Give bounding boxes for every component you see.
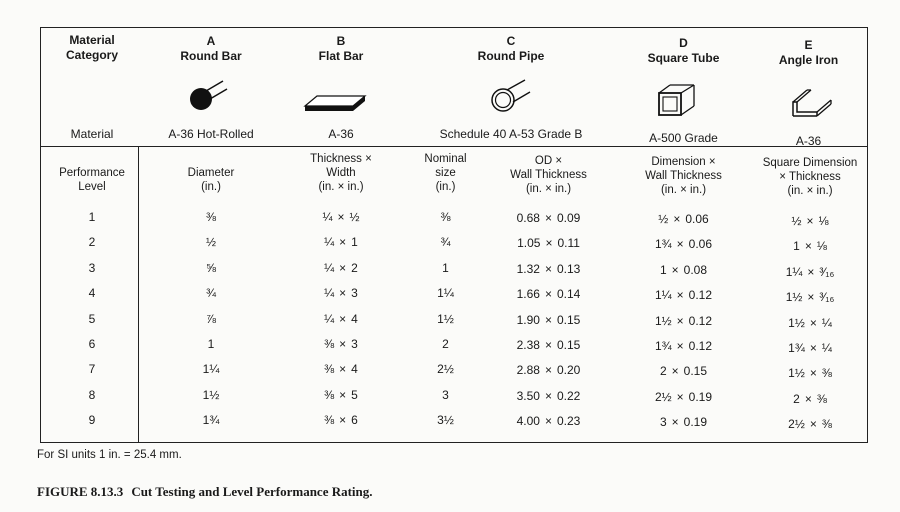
angle-iron-icon	[789, 84, 835, 122]
cell-value: 0.06	[688, 237, 713, 252]
times-sign: ×	[544, 211, 552, 225]
cell-value: 0.12	[688, 339, 713, 353]
cell-value: 1	[351, 235, 358, 250]
figure-label: FIGURE 8.13.3	[37, 484, 124, 499]
cell-value: ⅜	[324, 337, 335, 351]
round-bar-icon	[186, 78, 231, 118]
level-column-divider	[138, 146, 139, 442]
cell-od	[481, 338, 616, 352]
cell-value: 4	[351, 362, 358, 377]
flat-bar-icon	[303, 92, 369, 116]
cell-od	[481, 262, 616, 276]
cell-diameter: 1	[207, 337, 215, 351]
cell-od	[481, 211, 616, 225]
column-a-header: A Round Bar	[180, 34, 242, 63]
cell-nominal: ⅜	[440, 210, 451, 224]
cell-nominal: 3	[442, 387, 449, 402]
cell-angle	[751, 265, 869, 279]
cell-od	[481, 313, 616, 327]
cell-value: 3	[351, 337, 358, 351]
cell-diameter: ¾	[205, 286, 216, 301]
cell-value: 1.66	[516, 287, 540, 302]
times-sign: ×	[544, 363, 552, 378]
cell-value: 1¾	[654, 339, 672, 353]
cell-diameter: 1½	[202, 387, 220, 402]
cell-diameter: ⅞	[205, 311, 216, 326]
times-sign: ×	[671, 364, 679, 379]
cell-value: ⅜	[324, 362, 335, 377]
cell-value: 1½	[788, 366, 805, 381]
cell-value: 1½	[654, 313, 672, 328]
cell-value: 2½	[788, 417, 805, 432]
times-sign: ×	[676, 313, 684, 328]
times-sign: ×	[339, 387, 347, 402]
times-sign: ×	[807, 264, 815, 279]
si-footnote: For SI units 1 in. = 25.4 mm.	[37, 449, 182, 461]
cell-value: 2.88	[516, 363, 540, 378]
cell-flat	[276, 235, 406, 249]
cell-value: 3.50	[516, 388, 540, 403]
times-sign: ×	[676, 237, 684, 252]
cell-value: ⅜	[816, 391, 827, 406]
cell-value: 0.23	[557, 414, 581, 429]
times-sign: ×	[676, 288, 684, 303]
cell-tube	[616, 339, 751, 353]
cell-level: 6	[88, 337, 96, 351]
cell-angle	[751, 392, 869, 406]
times-sign: ×	[339, 260, 347, 275]
cell-flat	[276, 286, 406, 300]
cell-angle	[751, 366, 869, 380]
cell-value: 2½	[654, 389, 672, 404]
cell-value: 0.19	[683, 415, 708, 430]
cell-value: ⅜	[324, 413, 335, 428]
times-sign: ×	[809, 341, 817, 355]
performance-table	[40, 27, 868, 443]
cell-value: ³⁄₁₆	[819, 290, 835, 305]
dimension-wall-header: Dimension × Wall Thickness (in. × in.)	[645, 156, 722, 196]
times-sign: ×	[807, 290, 815, 305]
cell-tube	[616, 212, 751, 226]
times-sign: ×	[544, 287, 552, 302]
times-sign: ×	[544, 338, 552, 352]
square-thickness-header: Square Dimension × Thickness (in. × in.)	[762, 157, 858, 197]
cell-value: 0.15	[683, 364, 708, 379]
cell-value: ¼	[324, 235, 335, 250]
column-c-header: C Round Pipe	[477, 34, 545, 63]
cell-value: ¼	[324, 311, 335, 326]
cell-value: 1¾	[654, 237, 672, 252]
cell-value: 2	[351, 260, 358, 275]
cell-value: 1¼	[785, 264, 803, 279]
cell-level: 4	[88, 286, 96, 301]
cell-angle	[751, 417, 869, 431]
times-sign: ×	[545, 236, 553, 251]
column-b-header: B Flat Bar	[318, 34, 364, 63]
cell-value: 1.32	[516, 261, 540, 276]
cell-flat	[276, 388, 406, 402]
cell-level: 2	[88, 235, 96, 250]
times-sign: ×	[339, 362, 347, 377]
cell-value: ½	[658, 212, 669, 226]
cell-value: 0.22	[557, 388, 581, 403]
cell-nominal: 2½	[437, 362, 454, 377]
figure-title: Cut Testing and Level Performance Rating.	[131, 484, 373, 499]
times-sign: ×	[337, 210, 345, 224]
cell-value: 1.90	[516, 312, 540, 327]
cell-angle	[751, 290, 869, 304]
cell-flat	[276, 210, 406, 224]
material-row-label: Material	[70, 127, 114, 141]
cell-value: ⅛	[816, 239, 827, 254]
cell-nominal: 2	[442, 337, 449, 351]
cell-tube	[616, 364, 751, 378]
round-pipe-icon	[489, 78, 533, 118]
cell-level: 5	[88, 311, 96, 326]
times-sign: ×	[673, 212, 681, 226]
cell-flat	[276, 261, 406, 275]
cell-value: 2	[659, 364, 667, 379]
cell-value: 2	[793, 391, 800, 406]
times-sign: ×	[339, 286, 347, 301]
cell-nominal: 1¼	[437, 286, 454, 301]
cell-level: 8	[88, 387, 96, 402]
cell-od	[481, 363, 616, 377]
figure-caption	[37, 484, 373, 500]
times-sign: ×	[544, 261, 552, 276]
square-tube-icon	[656, 82, 702, 120]
cell-od	[481, 287, 616, 301]
cell-value: 0.12	[688, 313, 713, 328]
cell-diameter: ⅝	[205, 260, 216, 275]
cell-value: ½	[791, 214, 802, 228]
cell-angle	[751, 316, 869, 330]
cell-diameter: ½	[205, 235, 216, 250]
cell-tube	[616, 263, 751, 277]
cell-value: ¼	[821, 315, 832, 330]
cell-nominal: ¾	[440, 235, 451, 250]
cell-flat	[276, 362, 406, 376]
cell-value: 1	[793, 239, 800, 254]
cell-value: 0.13	[557, 261, 581, 276]
times-sign: ×	[676, 389, 684, 404]
cell-value: ³⁄₁₆	[819, 264, 835, 279]
times-sign: ×	[544, 312, 552, 327]
header-divider	[41, 146, 867, 147]
column-e-material: A-36	[795, 134, 822, 148]
cell-tube	[616, 390, 751, 404]
times-sign: ×	[671, 415, 679, 430]
cell-value: ⅜	[821, 366, 832, 381]
cell-value: 0.15	[557, 338, 581, 352]
cell-angle	[751, 239, 869, 253]
cell-diameter: 1¾	[202, 413, 220, 428]
cell-value: 4.00	[516, 414, 540, 429]
times-sign: ×	[544, 414, 552, 429]
cell-level: 7	[88, 362, 96, 377]
times-sign: ×	[339, 235, 347, 250]
thickness-width-header: Thickness × Width (in. × in.)	[310, 153, 372, 193]
times-sign: ×	[806, 214, 814, 228]
column-a-material: A-36 Hot-Rolled	[168, 127, 254, 141]
nominal-size-header: Nominal size (in.)	[424, 153, 467, 193]
times-sign: ×	[804, 239, 812, 254]
diameter-header: Diameter (in.)	[187, 167, 235, 193]
cell-value: ¼	[821, 341, 832, 355]
cell-value: 6	[351, 413, 358, 428]
times-sign: ×	[671, 262, 679, 277]
cell-tube	[616, 415, 751, 429]
column-b-material: A-36	[328, 127, 354, 141]
cell-value: 1½	[785, 290, 803, 305]
cell-value: 0.12	[688, 288, 713, 303]
cell-value: 0.14	[557, 287, 581, 302]
cell-angle	[751, 214, 869, 228]
cell-diameter: ⅜	[205, 210, 216, 224]
cell-value: ¼	[324, 286, 335, 301]
cell-value: 1½	[788, 315, 805, 330]
times-sign: ×	[809, 417, 817, 432]
times-sign: ×	[339, 413, 347, 428]
times-sign: ×	[339, 337, 347, 351]
cell-flat	[276, 413, 406, 427]
cell-nominal: 1	[442, 260, 449, 275]
cell-flat	[276, 337, 406, 351]
cell-nominal: 3½	[437, 413, 454, 428]
cell-value: 1.05	[517, 236, 541, 251]
cell-value: 1¾	[788, 341, 805, 355]
cell-value: 0.19	[688, 389, 713, 404]
cell-od	[481, 389, 616, 403]
cell-diameter: 1¼	[202, 362, 220, 377]
column-e-header: E Angle Iron	[778, 38, 839, 67]
od-wall-header: OD × Wall Thickness (in. × in.)	[510, 155, 587, 195]
cell-flat	[276, 312, 406, 326]
column-d-material: A-500 Grade	[649, 131, 718, 145]
times-sign: ×	[809, 366, 817, 381]
cell-value: 1	[659, 262, 667, 277]
cell-level: 3	[88, 260, 96, 275]
cell-level: 1	[88, 210, 96, 224]
cell-value: ⅛	[818, 214, 829, 228]
cell-value: ¼	[324, 260, 335, 275]
cell-value: 3	[351, 286, 358, 301]
cell-tube	[616, 314, 751, 328]
cell-angle	[751, 341, 869, 355]
cell-value: 2.38	[516, 338, 540, 352]
cell-value: 0.68	[516, 211, 540, 225]
cell-od	[481, 236, 616, 250]
cell-value: 4	[351, 311, 358, 326]
cell-value: 0.11	[557, 236, 580, 251]
cell-tube	[616, 288, 751, 302]
cell-tube	[616, 237, 751, 251]
cell-value: ⅜	[821, 417, 832, 432]
times-sign: ×	[339, 311, 347, 326]
level-header: Performance Level	[59, 167, 125, 193]
times-sign: ×	[676, 339, 684, 353]
cell-value: 0.06	[685, 212, 709, 226]
cell-od	[481, 414, 616, 428]
column-c-material: Schedule 40 A-53 Grade B	[439, 127, 583, 141]
cell-value: 0.09	[557, 211, 581, 225]
cell-value: 3	[659, 415, 667, 430]
cell-nominal: 1½	[437, 311, 454, 326]
category-header: Material Category	[65, 33, 118, 62]
times-sign: ×	[809, 315, 817, 330]
cell-value: 0.20	[557, 363, 581, 378]
cell-value: ¼	[322, 210, 333, 224]
cell-value: 5	[351, 387, 358, 402]
times-sign: ×	[804, 391, 812, 406]
times-sign: ×	[544, 388, 552, 403]
cell-value: 0.15	[557, 312, 581, 327]
cell-value: 0.08	[683, 262, 708, 277]
cell-level: 9	[88, 413, 96, 428]
cell-value: 1¼	[654, 288, 672, 303]
cell-value: ⅜	[324, 387, 335, 402]
column-d-header: D Square Tube	[647, 36, 720, 65]
cell-value: ½	[349, 210, 360, 224]
